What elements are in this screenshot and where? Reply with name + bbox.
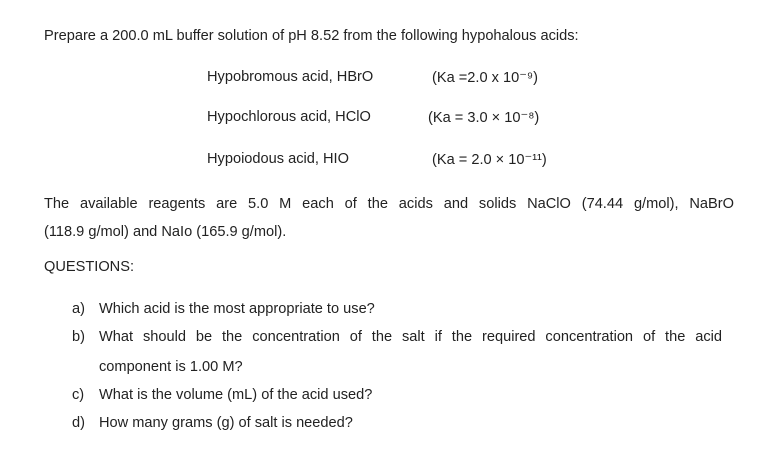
problem-intro: Prepare a 200.0 mL buffer solution of pH 8.52 from the following hypohalous acids: [44, 28, 579, 44]
acid-ka-hio: (Ka = 2.0 × 10⁻¹¹) [432, 152, 547, 168]
acid-name-hclo: Hypochlorous acid, HClO [207, 109, 371, 125]
question-a [72, 294, 722, 324]
question-text: How many grams (g) of salt is needed? [99, 415, 353, 431]
acid-name-hio: Hypoiodous acid, HIO [207, 151, 349, 167]
question-text-line-1: What should be the concentration of the salt if the required concentration of the acid [99, 329, 722, 345]
reagents-line-1: The available reagents are 5.0 M each of the acids and solids NaClO (74.44 g/mol), NaBrO [44, 196, 734, 212]
question-marker: c) [72, 387, 85, 403]
question-text: What is the volume (mL) of the acid used? [99, 387, 373, 403]
reagents-line-2: (118.9 g/mol) and NaIo (165.9 g/mol). [44, 224, 287, 240]
question-text [99, 322, 722, 382]
question-marker: a) [72, 301, 85, 317]
acid-ka-hbro: (Ka =2.0 x 10⁻⁹) [432, 70, 539, 86]
question-text-line-2: component is 1.00 M? [99, 359, 243, 375]
question-text: Which acid is the most appropriate to use? [99, 301, 375, 317]
question-b [72, 322, 722, 382]
question-marker: b) [72, 329, 85, 345]
acid-name-hbro: Hypobromous acid, HBrO [207, 69, 374, 85]
acid-ka-hclo: (Ka = 3.0 × 10⁻⁸) [428, 110, 540, 126]
questions-heading: QUESTIONS: [44, 259, 135, 275]
question-c [72, 380, 722, 410]
question-marker: d) [72, 415, 85, 431]
question-d [72, 408, 722, 438]
reagents-paragraph [44, 190, 734, 246]
